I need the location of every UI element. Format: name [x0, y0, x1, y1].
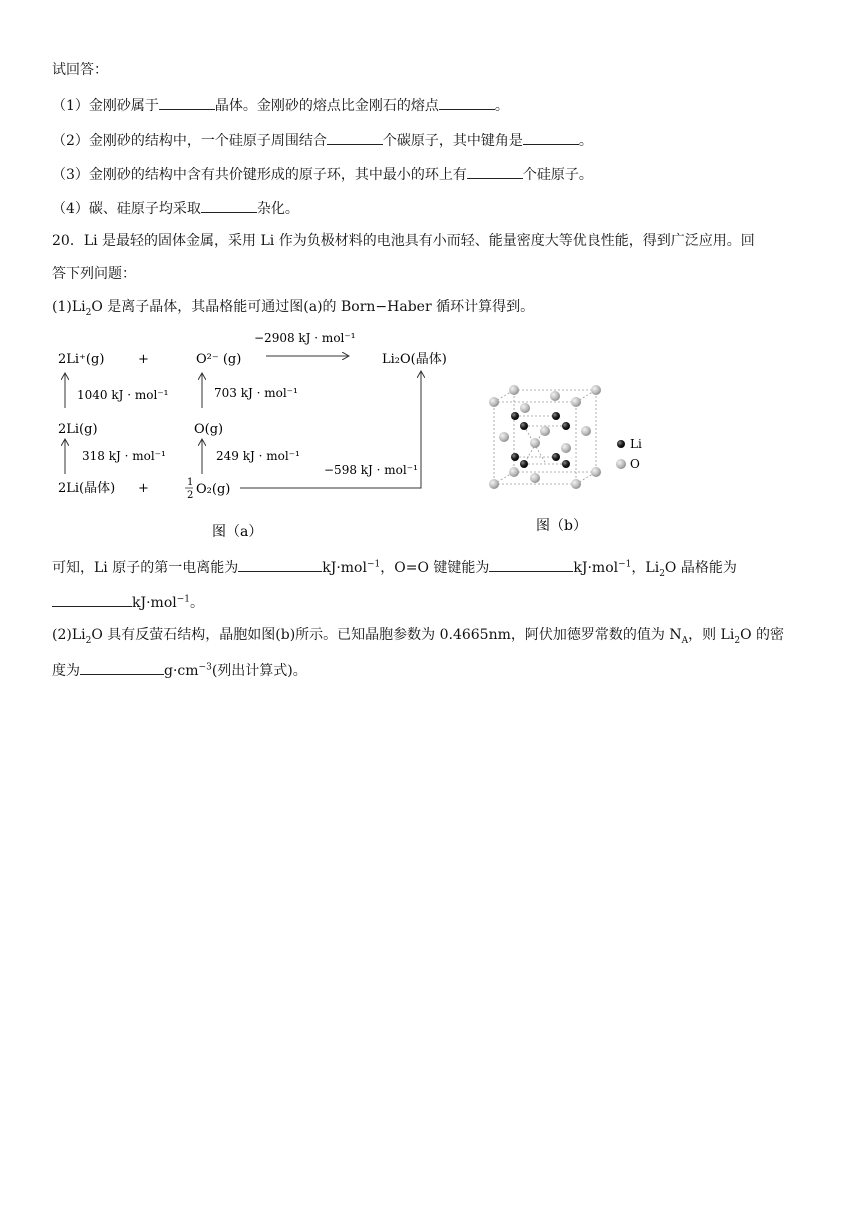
energy-lattice: −2908 kJ · mol⁻¹: [254, 331, 356, 345]
answer-blank[interactable]: [489, 556, 573, 572]
q20-part2-answer: 度为 $g\cdot cm^{-3}$(列出计算式)。: [52, 659, 307, 681]
fraction-denominator: 2: [187, 490, 194, 501]
figure-b-crystal-cell: [484, 382, 664, 542]
species-li-plus: 2Li⁺(g): [58, 352, 105, 367]
q20-part1-answers: 可知，Li 原子的第一电离能为 kJ·mol$^{-1}$，O=O 键键能为 kJ·mol$^{-1}$，$Li_2O$ 晶格能为: [52, 556, 737, 578]
cell-frame: [494, 390, 596, 484]
answer-blank[interactable]: [238, 556, 322, 572]
answer-blank[interactable]: [327, 129, 383, 145]
species-o2-g: O₂(g): [196, 482, 231, 497]
species-li-crystal: 2Li(晶体): [58, 481, 116, 496]
legend-o-label: O: [630, 457, 640, 471]
energy-li-sublimation: 318 kJ · mol⁻¹: [82, 449, 166, 463]
q19-part3: （3）金刚砂的结构中含有共价键形成的原子环，其中最小的环上有 个硅原子。: [52, 163, 593, 185]
energy-o-affinity: 703 kJ · mol⁻¹: [214, 386, 298, 400]
q20-stem-line2: 答下列问题：: [52, 266, 136, 282]
lithium-atoms: [511, 412, 570, 468]
species-o-g: O(g): [194, 422, 224, 437]
answer-blank[interactable]: [439, 94, 495, 110]
answer-blank[interactable]: [467, 163, 523, 179]
q19-part2: （2）金刚砂的结构中，一个硅原子周围结合 个碳原子，其中键角是 。: [52, 129, 593, 151]
legend-o-marker: [616, 459, 626, 469]
intro-text: 试回答：: [52, 62, 108, 78]
answer-blank[interactable]: [159, 94, 215, 110]
oxygen-atoms: [489, 385, 601, 489]
answer-blank[interactable]: [523, 129, 579, 145]
answer-blank[interactable]: [201, 197, 257, 213]
q20-part2-text: $(2)Li_2O$ 具有反萤石结构，晶胞如图(b)所示。已知晶胞参数为 0.4665nm，阿伏加德罗常数的值为 $N_A$，则 $Li_2O$ 的密: [52, 627, 784, 646]
species-li2o-crystal: Li₂O(晶体): [382, 352, 447, 367]
energy-li-ionization: 1040 kJ · mol⁻¹: [77, 388, 169, 402]
figure-a-born-haber: [40, 326, 470, 544]
q20-part1-answers-cont: kJ·mol$^{-1}$。: [52, 591, 204, 613]
q19-part1: （1）金刚砂属于 晶体。金刚砂的熔点比金刚石的熔点 。: [52, 94, 509, 116]
q20-part1-text: $(1)Li_2O$ 是离子晶体，其晶格能可通过图(a)的 Born−Haber 循环计算得到。: [52, 299, 535, 318]
energy-formation: −598 kJ · mol⁻¹: [324, 463, 418, 477]
species-li-g: 2Li(g): [58, 422, 98, 437]
species-o2minus: O²⁻ (g): [196, 352, 242, 367]
figure-a-caption: 图（a）: [212, 524, 263, 540]
q20-stem-line1: 20．Li 是最轻的固体金属，采用 Li 作为负极材料的电池具有小而轻、能量密度大等优良性能，得到广泛应用。回: [52, 233, 755, 249]
answer-blank[interactable]: [52, 591, 132, 607]
figure-b-caption: 图（b）: [536, 518, 587, 534]
plus-sign: +: [138, 352, 149, 367]
answer-blank[interactable]: [80, 659, 164, 675]
legend-li-marker: [617, 440, 625, 448]
legend-li-label: Li: [630, 437, 642, 451]
q19-part4: （4）碳、硅原子均采取 杂化。: [52, 197, 299, 219]
energy-o-atomization: 249 kJ · mol⁻¹: [216, 449, 300, 463]
fraction-numerator: 1: [187, 477, 194, 488]
plus-sign: +: [138, 481, 149, 496]
